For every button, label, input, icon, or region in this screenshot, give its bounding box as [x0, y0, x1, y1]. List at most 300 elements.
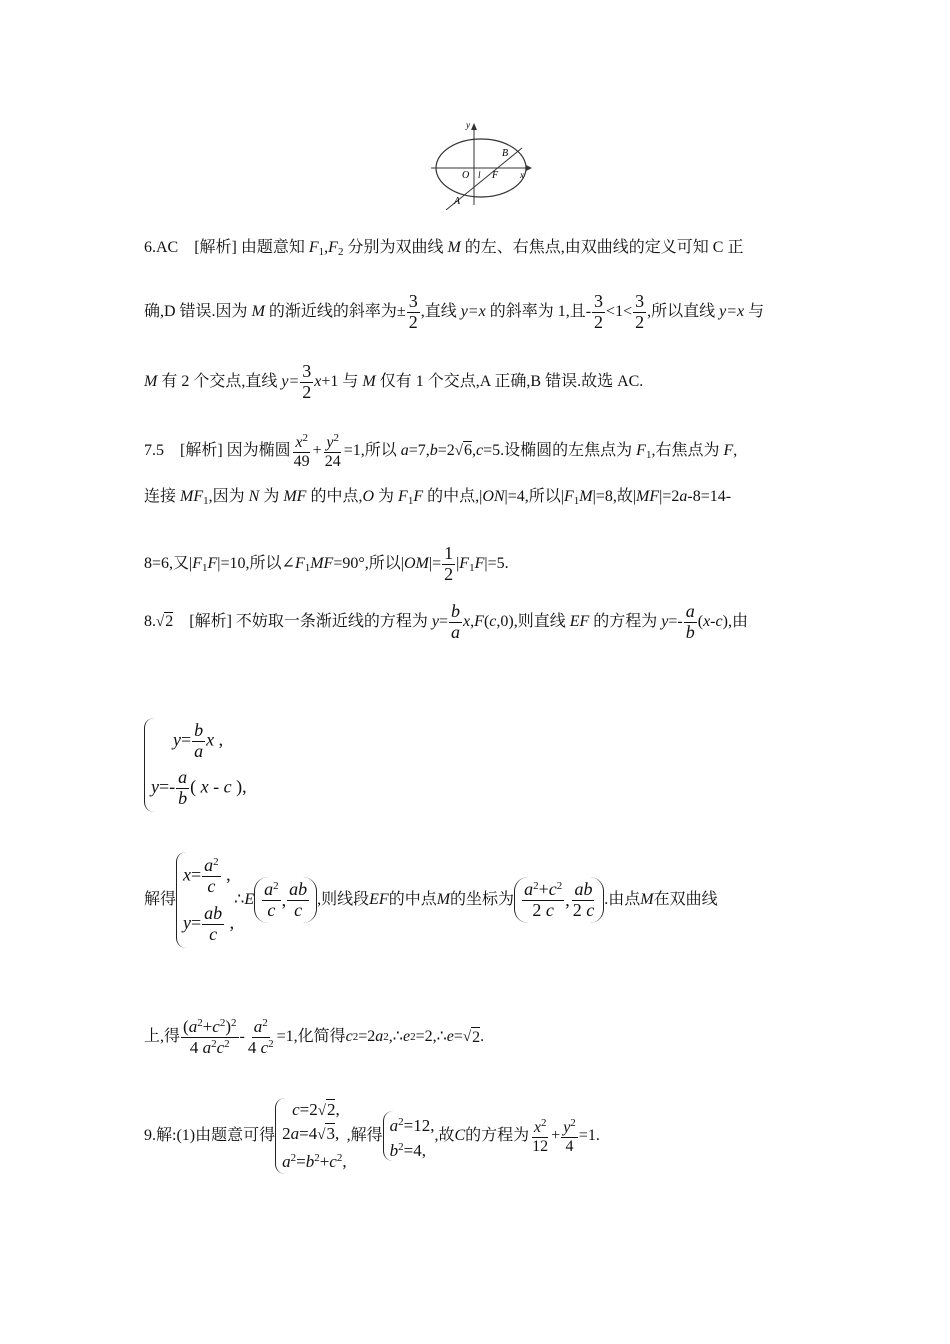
- numerator: a: [685, 601, 695, 621]
- label-F: F: [492, 170, 499, 181]
- sup: 2: [540, 1116, 547, 1129]
- q7-text: 的中点,: [306, 488, 363, 505]
- q6-text: ,所以直线: [647, 302, 720, 320]
- label-A: A: [454, 196, 461, 207]
- q7-text: =1,所以: [343, 441, 401, 459]
- var: c: [329, 1152, 337, 1172]
- q8-text: =: [453, 1028, 463, 1045]
- op: ,: [214, 729, 224, 750]
- denominator: 12: [532, 1137, 549, 1155]
- radicand: 2: [165, 612, 174, 630]
- var: b: [429, 441, 438, 459]
- numerator: 3: [635, 291, 645, 311]
- fraction: [530, 1117, 550, 1155]
- var: MF: [636, 488, 660, 505]
- var: x: [183, 864, 192, 885]
- x-axis-arrow: [526, 165, 532, 171]
- op: =4: [403, 1140, 422, 1160]
- sqrt-icon: √: [317, 1102, 326, 1119]
- radicand: 3: [326, 1123, 335, 1143]
- numerator: [262, 880, 281, 901]
- q9-text: ,解得: [346, 1127, 383, 1144]
- var: a: [202, 1037, 212, 1057]
- q8-final-line: [144, 1012, 484, 1062]
- var: y: [661, 612, 669, 630]
- denominator: b: [178, 788, 188, 808]
- var: EF: [369, 891, 389, 908]
- var: y: [563, 1118, 571, 1136]
- system-brace: [144, 718, 247, 812]
- fraction: [202, 904, 224, 945]
- numerator: [293, 432, 310, 453]
- denominator: c: [294, 899, 303, 920]
- numerator: [252, 1017, 270, 1038]
- op: =12: [403, 1115, 431, 1135]
- op: ,: [421, 1140, 426, 1160]
- q8-text: 上,得: [144, 1028, 181, 1045]
- var: y=x: [719, 302, 745, 320]
- q9-row-3: [282, 1148, 346, 1172]
- q8-text: (: [483, 612, 490, 630]
- var: a: [282, 1152, 291, 1172]
- q8-text: =2: [358, 1028, 376, 1045]
- sub: 1: [202, 561, 208, 574]
- fraction: [592, 292, 605, 333]
- num: 2: [532, 899, 542, 920]
- var: M: [144, 372, 158, 390]
- var: c: [345, 1028, 353, 1045]
- denominator: [188, 1038, 232, 1058]
- var: c: [212, 1016, 220, 1036]
- q8-text: =-: [668, 612, 683, 630]
- sub: 1: [304, 561, 311, 574]
- q8-text: (: [697, 612, 704, 630]
- sup: 2: [533, 879, 539, 892]
- fraction: [633, 292, 646, 333]
- var: x-c: [703, 612, 723, 630]
- var: b: [305, 1152, 315, 1172]
- paren-group: [514, 877, 604, 923]
- radicand: 6: [464, 441, 473, 459]
- radicand: 2: [472, 1028, 481, 1046]
- sup: 2: [290, 1152, 297, 1165]
- op: =: [191, 912, 202, 933]
- var: a: [264, 878, 274, 899]
- op: ,: [565, 890, 570, 910]
- label-l: l: [478, 170, 481, 180]
- op: ,: [334, 1123, 340, 1143]
- fraction: [262, 880, 281, 921]
- q7-text: |=2: [659, 488, 680, 505]
- numerator: [561, 1117, 578, 1138]
- sup: 2: [398, 1140, 404, 1153]
- q6-text: 的斜率为 1,且-: [485, 302, 592, 320]
- num: 4: [189, 1037, 199, 1057]
- q6-text: 确,D 错误.因为: [144, 302, 252, 320]
- var: F: [636, 441, 646, 459]
- q9-row-1: [282, 1100, 346, 1121]
- system-brace: [275, 1098, 346, 1174]
- op: =: [296, 1152, 306, 1172]
- q9-text: 的方程为: [465, 1127, 530, 1144]
- q6-text: 仅有 1 个交点,A 正确,B 错误.故选 AC.: [375, 372, 644, 390]
- sup: 2: [231, 1016, 237, 1029]
- sup: 2: [383, 1031, 389, 1043]
- var: b: [389, 1140, 399, 1160]
- var: c: [476, 441, 484, 459]
- sup: 2: [268, 1037, 274, 1050]
- var: a: [524, 878, 534, 899]
- denominator: a: [451, 621, 461, 642]
- var: e: [446, 1028, 454, 1045]
- radicand: 2: [326, 1099, 336, 1119]
- sqrt-icon: √: [156, 613, 165, 630]
- q7-text: =90°,所以|: [333, 554, 404, 572]
- var: a: [253, 1016, 263, 1036]
- fraction: [287, 880, 309, 921]
- numerator: [532, 1117, 549, 1138]
- var: F: [723, 441, 734, 459]
- var: MF: [180, 488, 204, 505]
- q7-line-2: [144, 487, 731, 511]
- numerator: ab: [574, 878, 593, 899]
- q7-text: ,因为: [208, 488, 249, 505]
- sqrt-icon: √: [462, 1029, 472, 1045]
- q8-text: 的中点: [388, 891, 437, 908]
- q8-text: =1,化简得: [276, 1028, 346, 1045]
- var: a: [188, 1016, 198, 1036]
- q6-text: 的左、右焦点,由双曲线的定义可知 C 正: [460, 239, 744, 256]
- sup: 2: [410, 1031, 416, 1043]
- sup: 2: [262, 1016, 268, 1029]
- var: C: [454, 1127, 466, 1144]
- numerator: ab: [289, 878, 308, 899]
- q7-text: 7.5 [解析] 因为椭圆: [144, 441, 291, 459]
- var: F: [563, 488, 574, 505]
- sup: 2: [352, 1031, 359, 1043]
- op: =: [299, 1099, 310, 1119]
- q9-sol-row-2: [390, 1137, 435, 1161]
- denominator: 2: [444, 563, 454, 584]
- q8-text: .: [480, 1028, 485, 1045]
- fraction: [176, 768, 189, 809]
- q6-text: 6.AC [解析] 由题意知: [144, 239, 309, 256]
- fraction: [442, 544, 455, 585]
- var: ON: [482, 488, 505, 505]
- q8-text: 解得: [144, 891, 177, 908]
- denominator: 24: [324, 452, 341, 470]
- var: M: [640, 891, 654, 908]
- denominator: 2: [635, 311, 645, 332]
- sub: 1: [203, 495, 209, 507]
- q7-text: =5.设椭圆的左焦点为: [483, 441, 637, 459]
- q7-text: 为: [259, 488, 284, 505]
- numerator: 1: [444, 543, 454, 563]
- numerator: 3: [302, 361, 312, 381]
- sup: 2: [302, 432, 308, 444]
- sup: 2: [211, 1037, 217, 1050]
- q7-text: 8=6,又|: [144, 554, 193, 572]
- var: F: [294, 554, 305, 572]
- denominator: b: [685, 621, 695, 642]
- fraction: [522, 880, 564, 921]
- var: e: [402, 1028, 411, 1045]
- q8-text: ),由: [722, 612, 748, 630]
- sup: 2: [398, 1115, 404, 1128]
- denominator: c: [209, 923, 218, 944]
- q9-text: =1.: [578, 1127, 600, 1144]
- q6-text: <1<: [606, 302, 633, 320]
- q7-line-3: [144, 544, 509, 585]
- q7-text: |=4,所以|: [504, 488, 564, 505]
- label-O: O: [462, 170, 470, 181]
- var: M: [436, 891, 451, 908]
- num: 2: [309, 1099, 318, 1119]
- var: F: [192, 554, 203, 572]
- numerator: b: [451, 601, 461, 621]
- q7-text: 为: [374, 488, 399, 505]
- var: a: [375, 1028, 384, 1045]
- fraction: [246, 1017, 276, 1057]
- op: ,: [342, 1152, 347, 1172]
- var: F: [328, 239, 338, 256]
- q8-solution-line: [144, 850, 718, 950]
- fraction: [407, 292, 420, 333]
- op: -: [208, 776, 224, 797]
- var: y=x: [460, 302, 486, 320]
- q9-text: 9.解:(1)由题意可得: [144, 1127, 276, 1144]
- fraction: [684, 602, 697, 643]
- q9-row-2: [282, 1124, 346, 1145]
- system-row-1: [151, 721, 247, 762]
- fraction: [449, 602, 462, 643]
- var: M: [579, 488, 593, 505]
- var: F: [207, 554, 218, 572]
- num: 2: [282, 1123, 291, 1143]
- sup: 2: [273, 879, 279, 892]
- fraction: [323, 432, 343, 470]
- q8-text: =2,∴: [415, 1028, 447, 1045]
- q7-text: |=: [428, 554, 442, 572]
- q7-text: ,右焦点为: [651, 441, 724, 459]
- system-row-2: y=- $\frac{a}{b}$ ( x - c ),: [151, 767, 247, 808]
- op: ): [225, 1016, 231, 1036]
- var: c: [586, 899, 595, 920]
- q8-text: 8.: [144, 612, 156, 630]
- q6-text: ,直线: [420, 302, 461, 320]
- var: OM: [403, 554, 429, 572]
- q7-text: 的中点,|: [423, 488, 483, 505]
- q6-line-1: 6.AC [解析] 由题意知 $F_1,F_2$ 分别为双曲线 M 的左、右焦点,由双曲线的定义可知 C 正: [144, 239, 744, 258]
- denominator: 4: [565, 1137, 574, 1155]
- var: y: [326, 434, 334, 451]
- sup: 2: [556, 879, 563, 892]
- q6-text: 的渐近线的斜率为±: [264, 302, 406, 320]
- paren-group: [254, 877, 317, 923]
- fraction: [192, 721, 205, 762]
- numerator: 3: [408, 291, 418, 311]
- var: x: [200, 776, 209, 797]
- q7-text: |=10,所以∠: [217, 554, 295, 572]
- op: =: [181, 729, 192, 750]
- var: F: [308, 239, 319, 256]
- var: y: [431, 612, 440, 630]
- var: F: [474, 554, 485, 572]
- var: c: [260, 1037, 269, 1057]
- q7-text: +: [312, 441, 322, 459]
- q8-text: 的方程为: [589, 612, 662, 630]
- var: F: [413, 488, 424, 505]
- var: y=: [281, 372, 300, 390]
- q8-text: ,∴: [388, 1028, 403, 1045]
- q6-text: 与: [744, 302, 765, 320]
- q6-line-2: [144, 292, 764, 333]
- fraction: [571, 880, 597, 921]
- op: ),: [231, 776, 247, 797]
- sub: 2: [337, 246, 344, 258]
- op: +: [202, 1016, 213, 1036]
- sup: 2: [197, 1016, 203, 1029]
- solution-row-2: [183, 904, 234, 945]
- numerator: [181, 1017, 238, 1038]
- sup: 2: [213, 855, 219, 868]
- var: N: [248, 488, 260, 505]
- label-y: y: [466, 120, 470, 130]
- op: ,: [225, 912, 235, 933]
- var: y: [173, 729, 181, 750]
- sup: 2: [314, 1152, 320, 1165]
- var: y: [183, 912, 192, 933]
- var: c: [216, 1037, 225, 1057]
- var: F: [474, 612, 484, 630]
- var: O: [362, 488, 375, 505]
- op: (: [183, 1016, 189, 1036]
- q8-text: ,0),则直线: [496, 612, 570, 630]
- denominator: [571, 901, 597, 921]
- op: ,: [335, 1099, 340, 1119]
- var: a: [389, 1115, 399, 1135]
- q8-text: ,: [470, 612, 475, 630]
- numerator: [202, 856, 221, 877]
- sup: 2: [333, 432, 339, 444]
- var: x: [314, 372, 322, 390]
- var: x: [206, 729, 215, 750]
- op: =-: [159, 776, 176, 797]
- q8-text: ,则线段: [317, 891, 370, 908]
- var: a: [679, 488, 688, 505]
- sup: 2: [570, 1116, 576, 1129]
- q8-text: .由点: [604, 891, 641, 908]
- var: EF: [569, 612, 590, 630]
- var: F: [459, 554, 470, 572]
- q8-text: 在双曲线: [653, 891, 718, 908]
- q7-text: ,: [472, 441, 477, 459]
- sqrt-icon: √: [317, 1126, 326, 1143]
- denominator: 2: [408, 311, 418, 332]
- op: +: [319, 1152, 330, 1172]
- var: F: [398, 488, 408, 505]
- var: MF: [283, 488, 307, 505]
- q7-text: -8=14-: [687, 488, 732, 505]
- var: x: [463, 612, 471, 630]
- numerator: b: [194, 720, 204, 741]
- q8-text: =: [439, 612, 449, 630]
- label-x: x: [520, 170, 524, 180]
- var: MF: [310, 554, 334, 572]
- fraction: [561, 1117, 578, 1155]
- q7-text: ,: [733, 441, 738, 459]
- q7-text: 连接: [144, 488, 181, 505]
- op: ,: [281, 890, 287, 910]
- q8-text: 的坐标为: [450, 891, 515, 908]
- q8-text: [解析] 不妨取一条渐近线的方程为: [173, 612, 432, 630]
- q6-text: +1 与: [321, 372, 363, 390]
- numerator: ab: [204, 902, 223, 923]
- fraction: [292, 432, 312, 470]
- fraction: [202, 856, 221, 897]
- sqrt-icon: √: [454, 442, 464, 459]
- numerator: [324, 432, 341, 453]
- q7-text: =2: [437, 441, 455, 459]
- q8-line-1: [144, 602, 748, 643]
- sub: 1: [645, 448, 652, 461]
- q7-line-1: [144, 432, 737, 470]
- op: +: [538, 878, 549, 899]
- fraction: [300, 362, 313, 403]
- op: ,: [221, 864, 231, 885]
- var: x: [533, 1118, 541, 1136]
- num: 2: [572, 899, 582, 920]
- num: 4: [247, 1037, 257, 1057]
- q9-line: [144, 1096, 600, 1176]
- q7-text: |=8,故|: [592, 488, 637, 505]
- denominator: 2: [594, 311, 604, 332]
- var: M: [362, 372, 376, 390]
- q9-sol-row-1: [390, 1112, 435, 1136]
- sub: 1: [469, 561, 475, 574]
- var: M: [251, 302, 265, 320]
- q6-text: 分别为双曲线: [343, 239, 448, 256]
- q6-text: 有 2 个交点,直线: [157, 372, 282, 390]
- var: a: [290, 1123, 300, 1143]
- sub: 1: [573, 495, 580, 507]
- op: =4: [299, 1123, 318, 1143]
- var: c: [545, 899, 554, 920]
- ellipse-diagram: [426, 120, 536, 210]
- sup: 2: [219, 1016, 226, 1029]
- var: c: [548, 878, 557, 899]
- denominator: c: [267, 899, 276, 920]
- numerator: a: [178, 767, 188, 788]
- sub: 1: [318, 246, 325, 258]
- var: c: [292, 1099, 300, 1119]
- var: y: [151, 776, 159, 797]
- sup: 2: [336, 1152, 343, 1165]
- sub: 1: [407, 495, 414, 507]
- numerator: 3: [594, 291, 604, 311]
- q7-text: |: [456, 554, 460, 572]
- q8-system: [144, 718, 247, 812]
- q9-text: +: [551, 1127, 561, 1144]
- denominator: [246, 1038, 276, 1058]
- var: a: [400, 441, 409, 459]
- q7-text: |=5.: [484, 554, 509, 572]
- var: E: [244, 891, 255, 908]
- q6-line-3: [144, 362, 643, 403]
- var: c: [223, 776, 232, 797]
- var: x: [295, 434, 303, 451]
- q7-text: =7,: [408, 441, 430, 459]
